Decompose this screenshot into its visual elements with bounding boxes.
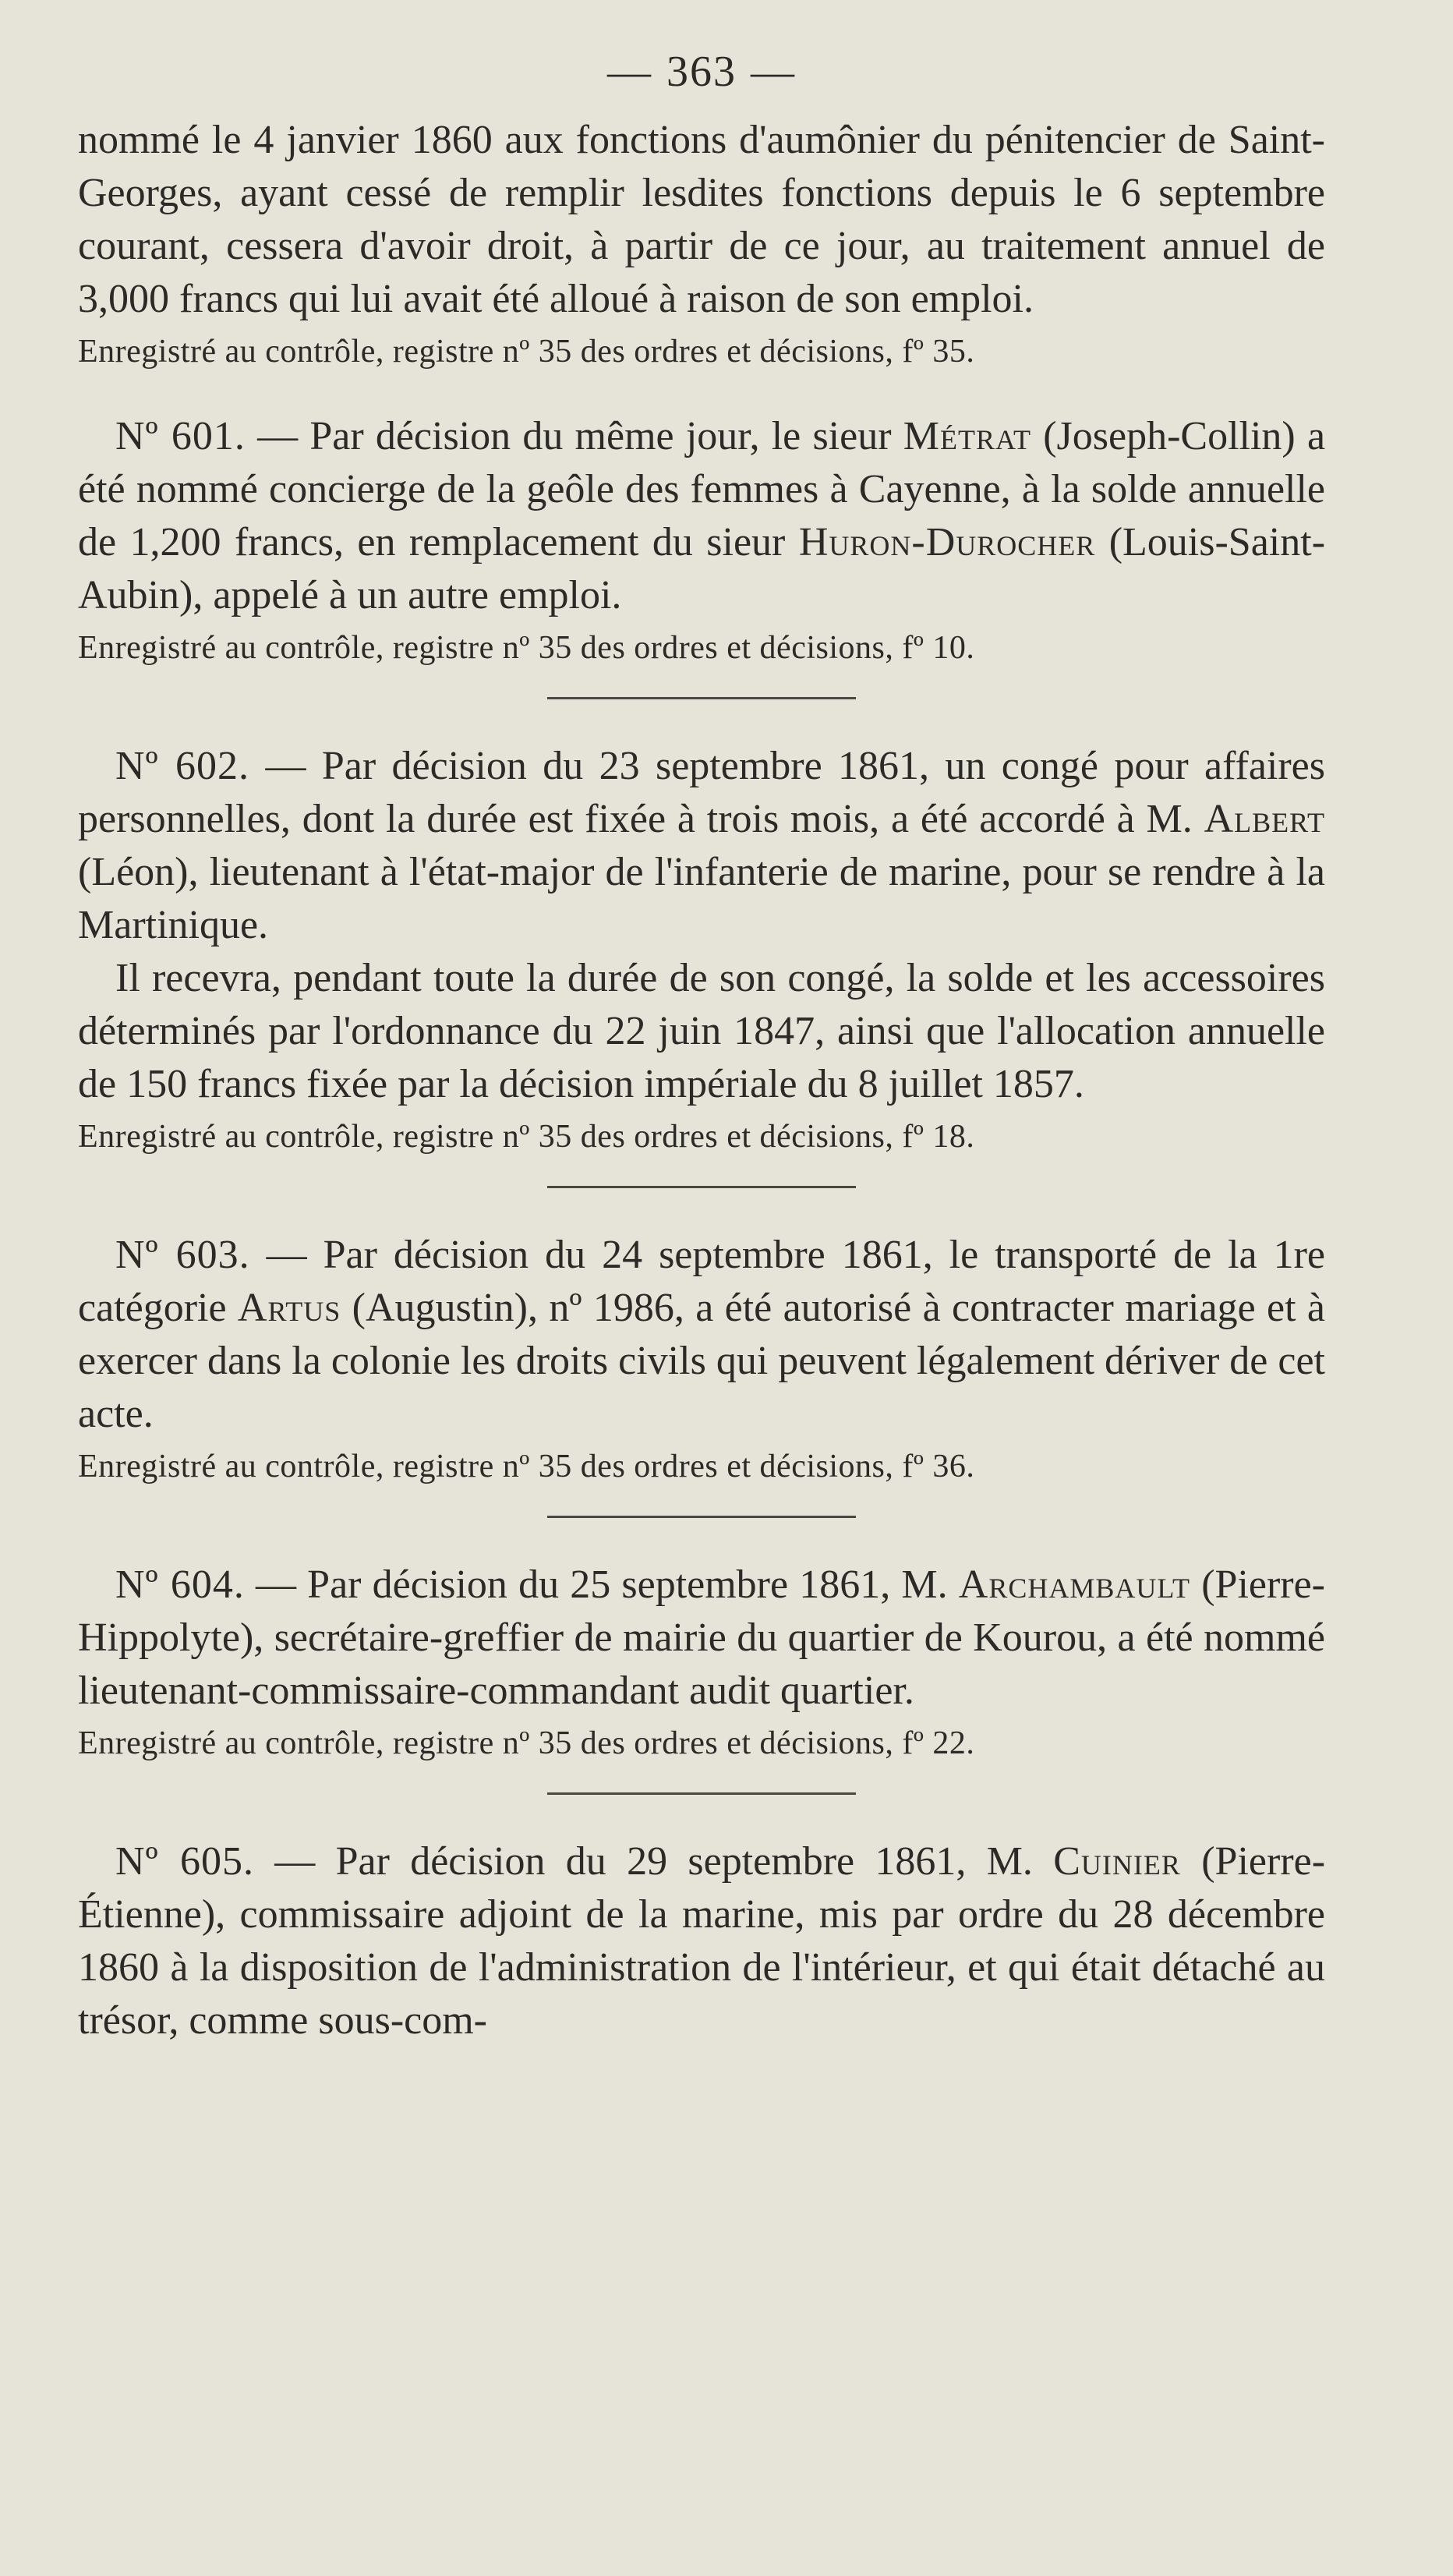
registration-note: Enregistré au contrôle, registre nº 35 des ordres et décisions, fº 22.	[78, 1725, 975, 1761]
entry-number: Nº 603.	[115, 1233, 250, 1277]
divider	[547, 697, 856, 699]
person-name: Albert	[1204, 797, 1325, 841]
divider	[547, 1792, 856, 1795]
registration-note: Enregistré au contrôle, registre nº 35 des ordres et décisions, fº 10.	[78, 630, 975, 666]
person-name: Cuinier	[1053, 1839, 1181, 1884]
entry-number: Nº 602.	[115, 744, 250, 788]
entry-601	[78, 410, 1325, 671]
person-name: Archambault	[958, 1562, 1191, 1607]
divider	[547, 1516, 856, 1518]
registration-note: Enregistré au contrôle, registre nº 35 des ordres et décisions, fº 35.	[78, 334, 975, 370]
divider	[547, 1186, 856, 1188]
entry-number: Nº 604.	[115, 1562, 245, 1607]
entry-paragraph-continued: Il recevra, pendant toute la durée de son congé, la solde et les accessoires déterminés par l'ordonnance du 22 juin 1847, ainsi que l'allocation annuelle de 150 francs fixée par la décision impériale du 8 juillet 1857.	[78, 956, 1325, 1106]
intro-paragraph: nommé le 4 janvier 1860 aux fonctions d'aumônier du pénitencier de Saint-Georges, ayant cessé de remplir lesdites fonctions depuis le 6 septembre courant, cessera d'avoir droit, à partir de ce jour, au traitement annuel de 3,000 francs qui lui avait été alloué à raison de son emploi.	[78, 118, 1325, 321]
person-name: Huron-Durocher	[798, 520, 1096, 564]
registration-note: Enregistré au contrôle, registre nº 35 des ordres et décisions, fº 36.	[78, 1449, 975, 1484]
intro-entry	[78, 114, 1325, 374]
person-name: Métrat	[903, 414, 1031, 458]
entry-602	[78, 740, 1325, 1159]
document-page	[78, 47, 1325, 2047]
entry-paragraph: Nº 603. — Par décision du 24 septembre 1861, le transporté de la 1re catégorie Artus (Augustin), nº 1986, a été autorisé à contracter mariage et à exercer dans la colonie les droits civils qui peuvent légalement dériver de cet acte.	[78, 1233, 1326, 1436]
entry-603	[78, 1229, 1325, 1489]
entry-paragraph: Nº 602. — Par décision du 23 septembre 1861, un congé pour affaires personnelles, dont la durée est fixée à trois mois, a été accordé à M. Albert (Léon), lieutenant à l'état-major de l'infanterie de marine, pour se rendre à la Martinique.	[78, 744, 1325, 947]
entry-paragraph: Nº 601. — Par décision du même jour, le sieur Métrat (Joseph-Collin) a été nommé concierge de la geôle des femmes à Cayenne, à la solde annuelle de 1,200 francs, en remplacement du sieur Huron-Durocher (Louis-Saint-Aubin), appelé à un autre emploi.	[78, 414, 1326, 617]
entry-paragraph: Nº 605. — Par décision du 29 septembre 1861, M. Cuinier (Pierre-Étienne), commissaire adjoint de la marine, mis par ordre du 28 décembre 1860 à la disposition de l'administration de l'intérieur, et qui était détaché au trésor, comme sous-com-	[78, 1839, 1326, 2043]
entry-number: Nº 605.	[115, 1839, 254, 1884]
entry-604	[78, 1559, 1325, 1766]
entry-605	[78, 1835, 1325, 2047]
entry-number: Nº 601.	[115, 414, 246, 458]
person-name: Artus	[237, 1286, 341, 1330]
registration-note: Enregistré au contrôle, registre nº 35 des ordres et décisions, fº 18.	[78, 1119, 975, 1155]
entry-paragraph: Nº 604. — Par décision du 25 septembre 1861, M. Archambault (Pierre-Hippolyte), secrétaire-greffier de mairie du quartier de Kourou, a été nommé lieutenant-commissaire-commandant audit quartier.	[78, 1562, 1325, 1713]
page-number: — 363 —	[607, 48, 796, 96]
